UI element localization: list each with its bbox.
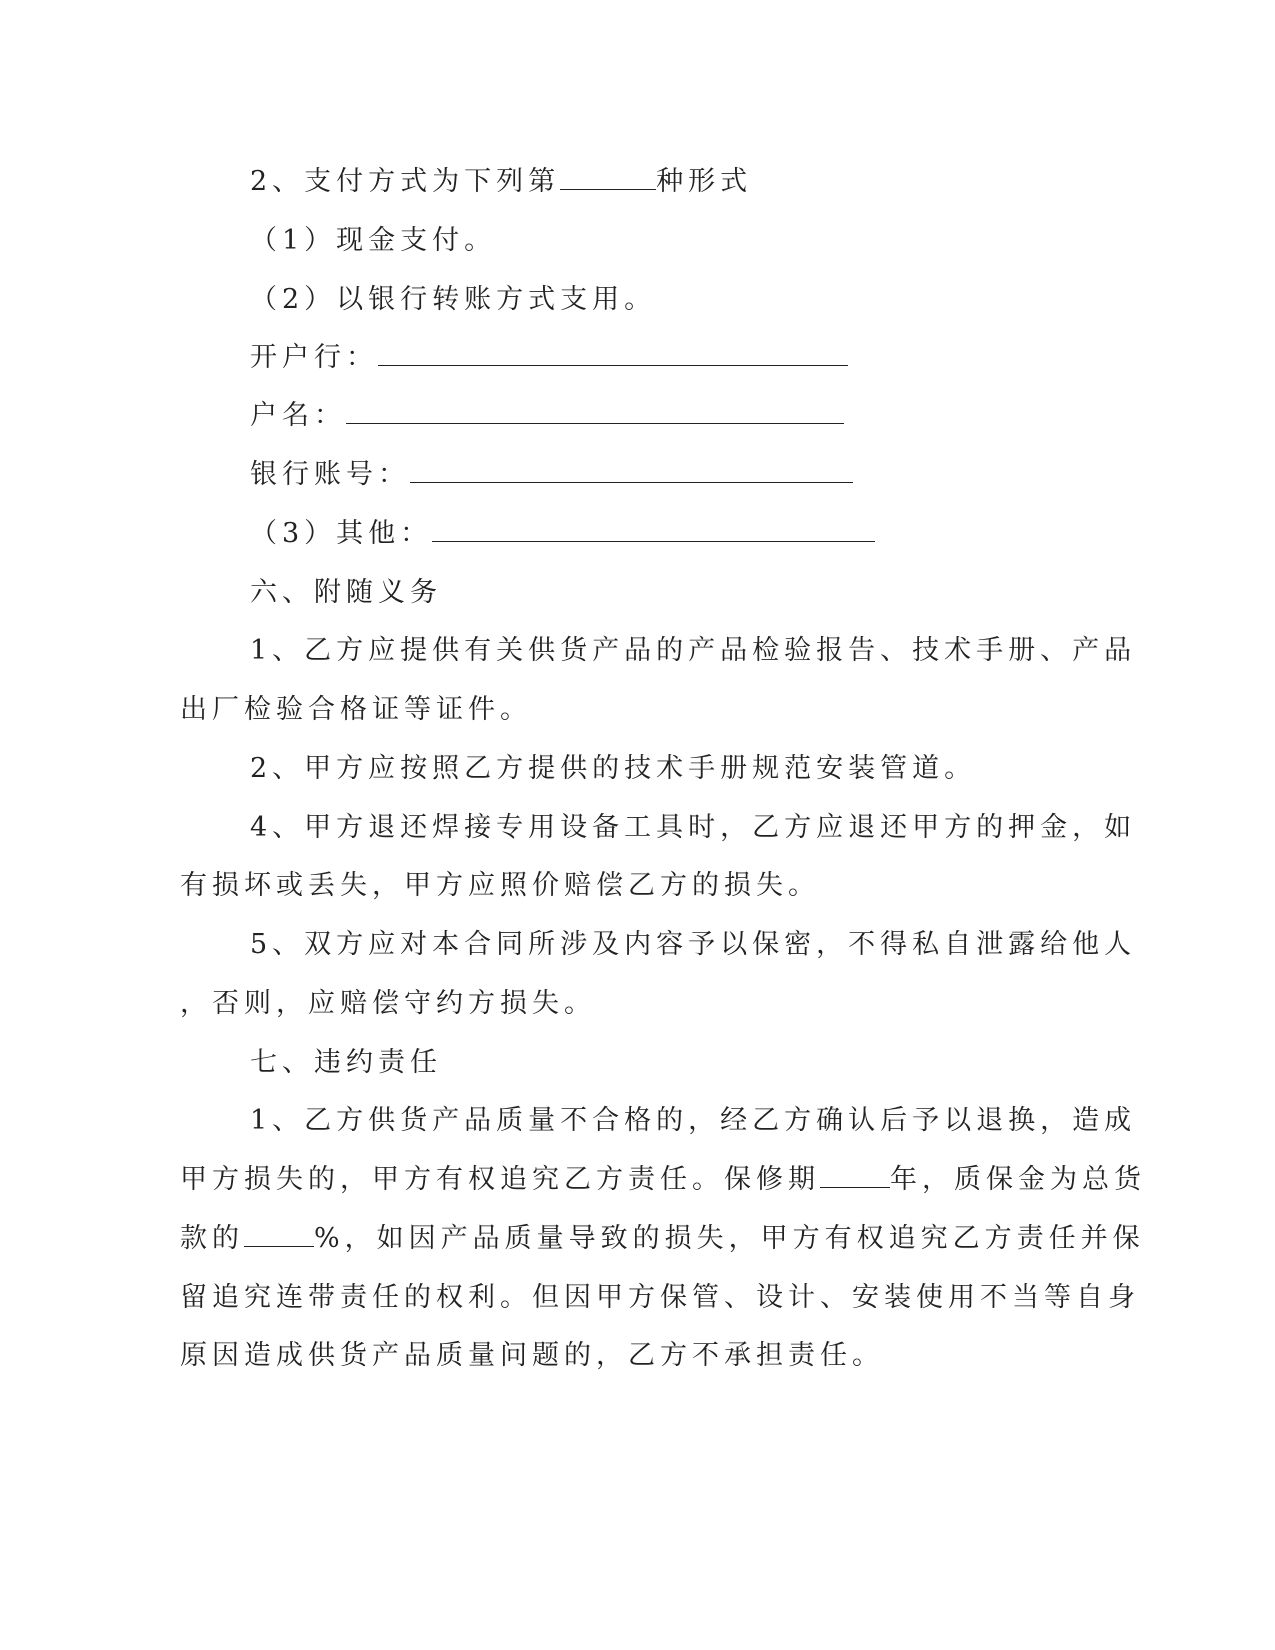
payment-method-blank [560, 165, 656, 190]
bank-name-blank [378, 341, 848, 366]
obligation-5-line-1: 5、双方应对本合同所涉及内容予以保密，不得私自泄露给他人 [250, 929, 1137, 960]
warranty-suffix: 年，质保金为总货 [890, 1164, 1146, 1195]
deposit-percent-blank [244, 1222, 314, 1247]
obligation-2-line: 2、甲方应按照乙方提供的技术手册规范安装管道。 [250, 753, 977, 784]
payment-method-suffix: 种形式 [656, 166, 753, 197]
payment-method-text: 2、支付方式为下列第 [250, 166, 561, 197]
liability-1-line-5: 原因造成供货产品质量问题的，乙方不承担责任。 [180, 1340, 884, 1371]
other-payment-line [250, 514, 875, 554]
payment-method-line [250, 162, 752, 202]
bank-name-line [250, 338, 848, 378]
obligation-1-line-1: 1、乙方应提供有关供货产品的产品检验报告、技术手册、产品 [250, 635, 1137, 666]
liability-1-line-2 [180, 1160, 1146, 1200]
other-payment-blank [432, 517, 875, 542]
section-six-heading: 六、附随义务 [250, 577, 442, 608]
obligation-4-line-2: 有损坏或丢失，甲方应照价赔偿乙方的损失。 [180, 870, 820, 901]
cash-payment-line: （1）现金支付。 [250, 225, 497, 256]
account-name-blank [346, 399, 844, 424]
liability-1-line-1: 1、乙方供货产品质量不合格的，经乙方确认后予以退换，造成 [250, 1105, 1137, 1136]
bank-transfer-line: （2）以银行转账方式支用。 [250, 284, 657, 315]
section-seven-heading: 七、违约责任 [250, 1047, 442, 1078]
bank-name-label: 开户行： [250, 342, 378, 373]
liability-1-line-4: 留追究连带责任的权利。但因甲方保管、设计、安装使用不当等自身 [180, 1282, 1140, 1313]
obligation-4-line-1: 4、甲方退还焊接专用设备工具时，乙方应退还甲方的押金，如 [250, 812, 1137, 843]
liability-1-line-3 [180, 1219, 1145, 1259]
account-number-label: 银行账号： [250, 459, 410, 490]
warranty-text: 甲方损失的，甲方有权追究乙方责任。保修期 [180, 1164, 820, 1195]
warranty-years-blank [820, 1163, 890, 1188]
account-number-blank [410, 458, 853, 483]
account-name-line [250, 396, 844, 436]
obligation-1-line-2: 出厂检验合格证等证件。 [180, 694, 532, 725]
other-payment-label: （3）其他： [250, 518, 433, 549]
deposit-suffix: %，如因产品质量导致的损失，甲方有权追究乙方责任并保 [314, 1223, 1145, 1254]
deposit-prefix: 款的 [180, 1223, 244, 1254]
obligation-5-line-2: ，否则，应赔偿守约方损失。 [180, 988, 596, 1019]
account-name-label: 户名： [250, 400, 346, 431]
account-number-line [250, 455, 853, 495]
